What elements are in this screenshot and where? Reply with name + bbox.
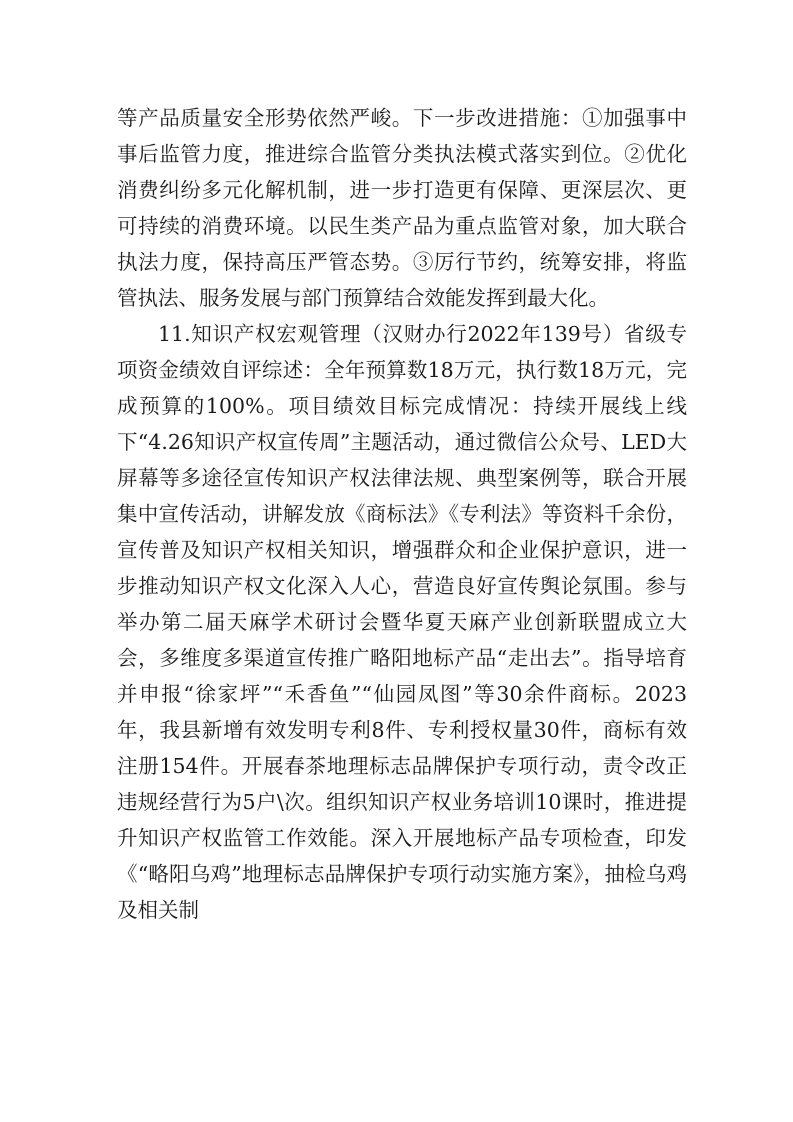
- document-body: [117, 100, 687, 928]
- paragraph-ip-macro-management: 11.知识产权宏观管理（汉财办行2022年139号）省级专项资金绩效自评综述：全年预算数18万元，执行数18万元，完成预算的100%。项目绩效目标完成情况：持续开展线上线下“4.26知识产权宣传周”主题活动，通过微信公众号、LED大屏幕等多途径宣传知识产权法律法规、典型案例等，联合开展集中宣传活动，讲解发放《商标法》《专利法》等资料千余份，宣传普及知识产权相关知识，增强群众和企业保护意识，进一步推动知识产权文化深入人心，营造良好宣传舆论氛围。参与举办第二届天麻学术研讨会暨华夏天麻产业创新联盟成立大会，多维度多渠道宣传推广略阳地标产品“走出去”。指导培育并申报“徐家坪”“禾香鱼”“仙园凤图”等30余件商标。2023年，我县新增有效发明专利8件、专利授权量30件，商标有效注册154件。开展春茶地理标志品牌保护专项行动，责令改正违规经营行为5户\次。组织知识产权业务培训10课时，推进提升知识产权监管工作效能。深入开展地标产品专项检查，印发《“略阳乌鸡”地理标志品牌保护专项行动实施方案》，抽检乌鸡及相关制: [117, 322, 687, 922]
- paragraph-improvement-measures: 等产品质量安全形势依然严峻。下一步改进措施：①加强事中事后监管力度，推进综合监管分类执法模式落实到位。②优化消费纠纷多元化解机制，进一步打造更有保障、更深层次、更可持续的消费环境。以民生类产品为重点监管对象，加大联合执法力度，保持高压严管态势。③厉行节约，统筹安排，将监管执法、服务发展与部门预算结合效能发挥到最大化。: [117, 106, 687, 310]
